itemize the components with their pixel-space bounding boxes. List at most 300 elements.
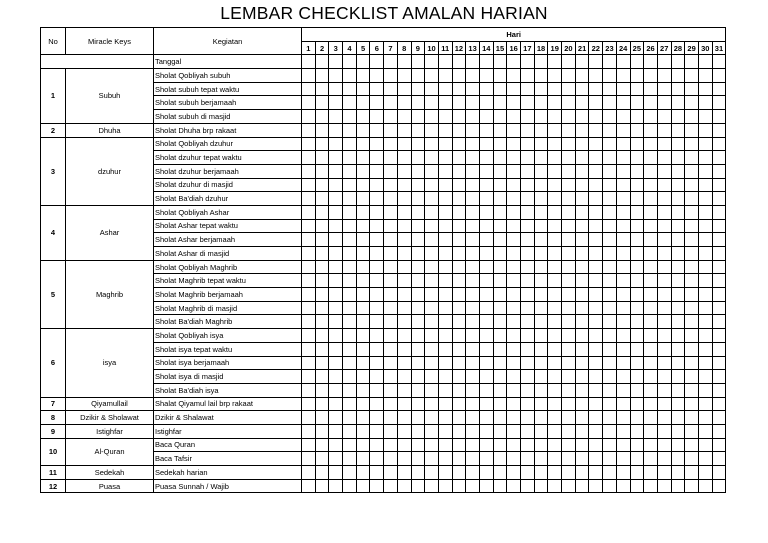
checkbox-cell[interactable] xyxy=(479,274,493,288)
checkbox-cell[interactable] xyxy=(302,82,316,96)
checkbox-cell[interactable] xyxy=(657,370,671,384)
checkbox-cell[interactable] xyxy=(425,329,439,343)
checkbox-cell[interactable] xyxy=(302,383,316,397)
checkbox-cell[interactable] xyxy=(370,274,384,288)
checkbox-cell[interactable] xyxy=(466,370,480,384)
checkbox-cell[interactable] xyxy=(575,260,589,274)
checkbox-cell[interactable] xyxy=(562,219,576,233)
date-cell[interactable] xyxy=(534,55,548,69)
date-cell[interactable] xyxy=(452,55,466,69)
checkbox-cell[interactable] xyxy=(411,288,425,302)
checkbox-cell[interactable] xyxy=(589,82,603,96)
checkbox-cell[interactable] xyxy=(548,164,562,178)
checkbox-cell[interactable] xyxy=(384,438,398,452)
checkbox-cell[interactable] xyxy=(343,329,357,343)
checkbox-cell[interactable] xyxy=(534,110,548,124)
checkbox-cell[interactable] xyxy=(644,315,658,329)
checkbox-cell[interactable] xyxy=(630,110,644,124)
checkbox-cell[interactable] xyxy=(671,315,685,329)
checkbox-cell[interactable] xyxy=(616,96,630,110)
checkbox-cell[interactable] xyxy=(411,438,425,452)
checkbox-cell[interactable] xyxy=(534,329,548,343)
checkbox-cell[interactable] xyxy=(411,110,425,124)
checkbox-cell[interactable] xyxy=(466,356,480,370)
checkbox-cell[interactable] xyxy=(466,123,480,137)
checkbox-cell[interactable] xyxy=(685,219,699,233)
checkbox-cell[interactable] xyxy=(302,315,316,329)
checkbox-cell[interactable] xyxy=(370,301,384,315)
checkbox-cell[interactable] xyxy=(356,397,370,411)
checkbox-cell[interactable] xyxy=(479,438,493,452)
checkbox-cell[interactable] xyxy=(575,315,589,329)
checkbox-cell[interactable] xyxy=(698,110,712,124)
checkbox-cell[interactable] xyxy=(438,233,452,247)
checkbox-cell[interactable] xyxy=(425,397,439,411)
checkbox-cell[interactable] xyxy=(425,69,439,83)
checkbox-cell[interactable] xyxy=(384,110,398,124)
checkbox-cell[interactable] xyxy=(356,82,370,96)
checkbox-cell[interactable] xyxy=(479,164,493,178)
checkbox-cell[interactable] xyxy=(479,96,493,110)
checkbox-cell[interactable] xyxy=(644,96,658,110)
checkbox-cell[interactable] xyxy=(657,479,671,493)
checkbox-cell[interactable] xyxy=(479,356,493,370)
checkbox-cell[interactable] xyxy=(712,178,726,192)
checkbox-cell[interactable] xyxy=(438,96,452,110)
checkbox-cell[interactable] xyxy=(644,137,658,151)
checkbox-cell[interactable] xyxy=(302,424,316,438)
checkbox-cell[interactable] xyxy=(603,329,617,343)
checkbox-cell[interactable] xyxy=(698,452,712,466)
checkbox-cell[interactable] xyxy=(712,110,726,124)
checkbox-cell[interactable] xyxy=(712,274,726,288)
checkbox-cell[interactable] xyxy=(452,164,466,178)
date-cell[interactable] xyxy=(575,55,589,69)
checkbox-cell[interactable] xyxy=(685,438,699,452)
checkbox-cell[interactable] xyxy=(712,164,726,178)
checkbox-cell[interactable] xyxy=(575,137,589,151)
checkbox-cell[interactable] xyxy=(452,219,466,233)
checkbox-cell[interactable] xyxy=(616,438,630,452)
checkbox-cell[interactable] xyxy=(452,96,466,110)
checkbox-cell[interactable] xyxy=(589,178,603,192)
checkbox-cell[interactable] xyxy=(589,288,603,302)
checkbox-cell[interactable] xyxy=(384,383,398,397)
checkbox-cell[interactable] xyxy=(698,397,712,411)
checkbox-cell[interactable] xyxy=(657,260,671,274)
checkbox-cell[interactable] xyxy=(589,383,603,397)
checkbox-cell[interactable] xyxy=(685,466,699,480)
checkbox-cell[interactable] xyxy=(370,192,384,206)
checkbox-cell[interactable] xyxy=(329,260,343,274)
checkbox-cell[interactable] xyxy=(370,315,384,329)
checkbox-cell[interactable] xyxy=(589,329,603,343)
checkbox-cell[interactable] xyxy=(343,205,357,219)
checkbox-cell[interactable] xyxy=(589,219,603,233)
checkbox-cell[interactable] xyxy=(534,219,548,233)
checkbox-cell[interactable] xyxy=(562,178,576,192)
checkbox-cell[interactable] xyxy=(548,247,562,261)
checkbox-cell[interactable] xyxy=(425,383,439,397)
checkbox-cell[interactable] xyxy=(671,452,685,466)
checkbox-cell[interactable] xyxy=(479,219,493,233)
checkbox-cell[interactable] xyxy=(534,301,548,315)
checkbox-cell[interactable] xyxy=(575,192,589,206)
checkbox-cell[interactable] xyxy=(644,383,658,397)
checkbox-cell[interactable] xyxy=(657,356,671,370)
checkbox-cell[interactable] xyxy=(698,260,712,274)
checkbox-cell[interactable] xyxy=(616,329,630,343)
checkbox-cell[interactable] xyxy=(712,479,726,493)
checkbox-cell[interactable] xyxy=(452,301,466,315)
checkbox-cell[interactable] xyxy=(370,205,384,219)
checkbox-cell[interactable] xyxy=(343,260,357,274)
checkbox-cell[interactable] xyxy=(302,123,316,137)
checkbox-cell[interactable] xyxy=(493,479,507,493)
checkbox-cell[interactable] xyxy=(589,123,603,137)
checkbox-cell[interactable] xyxy=(671,370,685,384)
checkbox-cell[interactable] xyxy=(521,383,535,397)
checkbox-cell[interactable] xyxy=(452,411,466,425)
checkbox-cell[interactable] xyxy=(438,301,452,315)
checkbox-cell[interactable] xyxy=(521,424,535,438)
checkbox-cell[interactable] xyxy=(630,466,644,480)
checkbox-cell[interactable] xyxy=(534,315,548,329)
checkbox-cell[interactable] xyxy=(521,233,535,247)
checkbox-cell[interactable] xyxy=(534,82,548,96)
date-cell[interactable] xyxy=(589,55,603,69)
checkbox-cell[interactable] xyxy=(671,96,685,110)
checkbox-cell[interactable] xyxy=(343,110,357,124)
checkbox-cell[interactable] xyxy=(411,301,425,315)
checkbox-cell[interactable] xyxy=(315,424,329,438)
checkbox-cell[interactable] xyxy=(425,82,439,96)
checkbox-cell[interactable] xyxy=(671,397,685,411)
checkbox-cell[interactable] xyxy=(315,82,329,96)
checkbox-cell[interactable] xyxy=(466,411,480,425)
checkbox-cell[interactable] xyxy=(521,479,535,493)
checkbox-cell[interactable] xyxy=(343,315,357,329)
checkbox-cell[interactable] xyxy=(698,342,712,356)
checkbox-cell[interactable] xyxy=(384,356,398,370)
checkbox-cell[interactable] xyxy=(343,192,357,206)
checkbox-cell[interactable] xyxy=(575,205,589,219)
checkbox-cell[interactable] xyxy=(630,164,644,178)
checkbox-cell[interactable] xyxy=(575,356,589,370)
checkbox-cell[interactable] xyxy=(712,356,726,370)
checkbox-cell[interactable] xyxy=(329,452,343,466)
checkbox-cell[interactable] xyxy=(425,452,439,466)
checkbox-cell[interactable] xyxy=(466,288,480,302)
checkbox-cell[interactable] xyxy=(315,178,329,192)
checkbox-cell[interactable] xyxy=(521,301,535,315)
checkbox-cell[interactable] xyxy=(452,233,466,247)
checkbox-cell[interactable] xyxy=(657,315,671,329)
checkbox-cell[interactable] xyxy=(671,82,685,96)
checkbox-cell[interactable] xyxy=(302,301,316,315)
checkbox-cell[interactable] xyxy=(315,96,329,110)
checkbox-cell[interactable] xyxy=(589,466,603,480)
checkbox-cell[interactable] xyxy=(411,96,425,110)
checkbox-cell[interactable] xyxy=(616,370,630,384)
checkbox-cell[interactable] xyxy=(534,466,548,480)
checkbox-cell[interactable] xyxy=(384,370,398,384)
checkbox-cell[interactable] xyxy=(698,96,712,110)
checkbox-cell[interactable] xyxy=(644,479,658,493)
checkbox-cell[interactable] xyxy=(397,370,411,384)
checkbox-cell[interactable] xyxy=(616,356,630,370)
checkbox-cell[interactable] xyxy=(685,82,699,96)
checkbox-cell[interactable] xyxy=(644,424,658,438)
checkbox-cell[interactable] xyxy=(685,96,699,110)
checkbox-cell[interactable] xyxy=(438,370,452,384)
checkbox-cell[interactable] xyxy=(534,178,548,192)
checkbox-cell[interactable] xyxy=(384,315,398,329)
checkbox-cell[interactable] xyxy=(479,151,493,165)
checkbox-cell[interactable] xyxy=(603,411,617,425)
checkbox-cell[interactable] xyxy=(507,233,521,247)
checkbox-cell[interactable] xyxy=(657,178,671,192)
checkbox-cell[interactable] xyxy=(630,383,644,397)
checkbox-cell[interactable] xyxy=(534,247,548,261)
checkbox-cell[interactable] xyxy=(493,219,507,233)
checkbox-cell[interactable] xyxy=(329,219,343,233)
checkbox-cell[interactable] xyxy=(630,411,644,425)
checkbox-cell[interactable] xyxy=(479,383,493,397)
checkbox-cell[interactable] xyxy=(466,137,480,151)
checkbox-cell[interactable] xyxy=(603,274,617,288)
checkbox-cell[interactable] xyxy=(356,356,370,370)
checkbox-cell[interactable] xyxy=(397,69,411,83)
checkbox-cell[interactable] xyxy=(493,438,507,452)
checkbox-cell[interactable] xyxy=(685,123,699,137)
checkbox-cell[interactable] xyxy=(712,69,726,83)
date-cell[interactable] xyxy=(712,55,726,69)
checkbox-cell[interactable] xyxy=(698,411,712,425)
checkbox-cell[interactable] xyxy=(438,205,452,219)
checkbox-cell[interactable] xyxy=(425,110,439,124)
checkbox-cell[interactable] xyxy=(438,164,452,178)
date-cell[interactable] xyxy=(438,55,452,69)
checkbox-cell[interactable] xyxy=(507,466,521,480)
checkbox-cell[interactable] xyxy=(493,329,507,343)
checkbox-cell[interactable] xyxy=(698,192,712,206)
checkbox-cell[interactable] xyxy=(397,192,411,206)
checkbox-cell[interactable] xyxy=(479,329,493,343)
checkbox-cell[interactable] xyxy=(671,356,685,370)
checkbox-cell[interactable] xyxy=(562,383,576,397)
checkbox-cell[interactable] xyxy=(603,466,617,480)
checkbox-cell[interactable] xyxy=(603,301,617,315)
checkbox-cell[interactable] xyxy=(343,301,357,315)
checkbox-cell[interactable] xyxy=(657,342,671,356)
checkbox-cell[interactable] xyxy=(370,178,384,192)
checkbox-cell[interactable] xyxy=(384,82,398,96)
checkbox-cell[interactable] xyxy=(698,424,712,438)
checkbox-cell[interactable] xyxy=(698,219,712,233)
checkbox-cell[interactable] xyxy=(411,329,425,343)
checkbox-cell[interactable] xyxy=(521,164,535,178)
checkbox-cell[interactable] xyxy=(685,356,699,370)
checkbox-cell[interactable] xyxy=(411,151,425,165)
checkbox-cell[interactable] xyxy=(671,123,685,137)
date-cell[interactable] xyxy=(562,55,576,69)
checkbox-cell[interactable] xyxy=(534,274,548,288)
checkbox-cell[interactable] xyxy=(575,110,589,124)
checkbox-cell[interactable] xyxy=(562,342,576,356)
checkbox-cell[interactable] xyxy=(698,247,712,261)
checkbox-cell[interactable] xyxy=(425,411,439,425)
checkbox-cell[interactable] xyxy=(356,479,370,493)
checkbox-cell[interactable] xyxy=(479,178,493,192)
checkbox-cell[interactable] xyxy=(644,192,658,206)
checkbox-cell[interactable] xyxy=(411,356,425,370)
date-cell[interactable] xyxy=(479,55,493,69)
checkbox-cell[interactable] xyxy=(425,123,439,137)
checkbox-cell[interactable] xyxy=(616,411,630,425)
checkbox-cell[interactable] xyxy=(589,424,603,438)
checkbox-cell[interactable] xyxy=(534,383,548,397)
checkbox-cell[interactable] xyxy=(343,164,357,178)
checkbox-cell[interactable] xyxy=(343,219,357,233)
checkbox-cell[interactable] xyxy=(302,260,316,274)
checkbox-cell[interactable] xyxy=(616,69,630,83)
checkbox-cell[interactable] xyxy=(384,247,398,261)
checkbox-cell[interactable] xyxy=(507,370,521,384)
checkbox-cell[interactable] xyxy=(712,233,726,247)
checkbox-cell[interactable] xyxy=(562,233,576,247)
checkbox-cell[interactable] xyxy=(548,329,562,343)
checkbox-cell[interactable] xyxy=(698,315,712,329)
checkbox-cell[interactable] xyxy=(712,137,726,151)
checkbox-cell[interactable] xyxy=(343,383,357,397)
checkbox-cell[interactable] xyxy=(712,96,726,110)
checkbox-cell[interactable] xyxy=(329,315,343,329)
checkbox-cell[interactable] xyxy=(712,82,726,96)
checkbox-cell[interactable] xyxy=(534,260,548,274)
checkbox-cell[interactable] xyxy=(603,260,617,274)
checkbox-cell[interactable] xyxy=(630,315,644,329)
checkbox-cell[interactable] xyxy=(452,247,466,261)
checkbox-cell[interactable] xyxy=(425,137,439,151)
checkbox-cell[interactable] xyxy=(302,205,316,219)
checkbox-cell[interactable] xyxy=(356,438,370,452)
checkbox-cell[interactable] xyxy=(315,110,329,124)
checkbox-cell[interactable] xyxy=(329,82,343,96)
checkbox-cell[interactable] xyxy=(466,69,480,83)
checkbox-cell[interactable] xyxy=(370,479,384,493)
checkbox-cell[interactable] xyxy=(438,260,452,274)
checkbox-cell[interactable] xyxy=(630,479,644,493)
checkbox-cell[interactable] xyxy=(534,151,548,165)
checkbox-cell[interactable] xyxy=(343,178,357,192)
checkbox-cell[interactable] xyxy=(370,247,384,261)
checkbox-cell[interactable] xyxy=(671,438,685,452)
checkbox-cell[interactable] xyxy=(548,69,562,83)
checkbox-cell[interactable] xyxy=(603,205,617,219)
checkbox-cell[interactable] xyxy=(548,301,562,315)
checkbox-cell[interactable] xyxy=(657,247,671,261)
checkbox-cell[interactable] xyxy=(521,96,535,110)
checkbox-cell[interactable] xyxy=(575,370,589,384)
checkbox-cell[interactable] xyxy=(356,342,370,356)
checkbox-cell[interactable] xyxy=(411,411,425,425)
checkbox-cell[interactable] xyxy=(685,247,699,261)
checkbox-cell[interactable] xyxy=(329,69,343,83)
checkbox-cell[interactable] xyxy=(425,247,439,261)
checkbox-cell[interactable] xyxy=(698,301,712,315)
checkbox-cell[interactable] xyxy=(589,479,603,493)
checkbox-cell[interactable] xyxy=(343,466,357,480)
checkbox-cell[interactable] xyxy=(589,315,603,329)
checkbox-cell[interactable] xyxy=(630,438,644,452)
checkbox-cell[interactable] xyxy=(644,82,658,96)
checkbox-cell[interactable] xyxy=(630,342,644,356)
checkbox-cell[interactable] xyxy=(644,342,658,356)
checkbox-cell[interactable] xyxy=(575,96,589,110)
checkbox-cell[interactable] xyxy=(329,424,343,438)
checkbox-cell[interactable] xyxy=(479,123,493,137)
checkbox-cell[interactable] xyxy=(712,315,726,329)
checkbox-cell[interactable] xyxy=(712,260,726,274)
checkbox-cell[interactable] xyxy=(466,424,480,438)
checkbox-cell[interactable] xyxy=(657,82,671,96)
checkbox-cell[interactable] xyxy=(562,397,576,411)
checkbox-cell[interactable] xyxy=(685,178,699,192)
checkbox-cell[interactable] xyxy=(548,424,562,438)
checkbox-cell[interactable] xyxy=(562,370,576,384)
checkbox-cell[interactable] xyxy=(534,288,548,302)
checkbox-cell[interactable] xyxy=(438,219,452,233)
checkbox-cell[interactable] xyxy=(589,438,603,452)
checkbox-cell[interactable] xyxy=(356,288,370,302)
checkbox-cell[interactable] xyxy=(343,137,357,151)
checkbox-cell[interactable] xyxy=(698,123,712,137)
checkbox-cell[interactable] xyxy=(521,370,535,384)
checkbox-cell[interactable] xyxy=(562,301,576,315)
checkbox-cell[interactable] xyxy=(438,137,452,151)
checkbox-cell[interactable] xyxy=(315,411,329,425)
checkbox-cell[interactable] xyxy=(370,452,384,466)
checkbox-cell[interactable] xyxy=(712,219,726,233)
checkbox-cell[interactable] xyxy=(466,164,480,178)
checkbox-cell[interactable] xyxy=(603,164,617,178)
checkbox-cell[interactable] xyxy=(397,315,411,329)
checkbox-cell[interactable] xyxy=(671,110,685,124)
checkbox-cell[interactable] xyxy=(507,69,521,83)
checkbox-cell[interactable] xyxy=(411,315,425,329)
checkbox-cell[interactable] xyxy=(644,205,658,219)
checkbox-cell[interactable] xyxy=(452,123,466,137)
checkbox-cell[interactable] xyxy=(507,479,521,493)
checkbox-cell[interactable] xyxy=(534,424,548,438)
checkbox-cell[interactable] xyxy=(548,178,562,192)
checkbox-cell[interactable] xyxy=(521,260,535,274)
checkbox-cell[interactable] xyxy=(534,123,548,137)
checkbox-cell[interactable] xyxy=(466,466,480,480)
checkbox-cell[interactable] xyxy=(630,219,644,233)
checkbox-cell[interactable] xyxy=(644,452,658,466)
checkbox-cell[interactable] xyxy=(411,260,425,274)
checkbox-cell[interactable] xyxy=(329,123,343,137)
checkbox-cell[interactable] xyxy=(712,247,726,261)
checkbox-cell[interactable] xyxy=(452,274,466,288)
checkbox-cell[interactable] xyxy=(452,110,466,124)
checkbox-cell[interactable] xyxy=(562,151,576,165)
checkbox-cell[interactable] xyxy=(493,82,507,96)
checkbox-cell[interactable] xyxy=(384,219,398,233)
checkbox-cell[interactable] xyxy=(397,397,411,411)
